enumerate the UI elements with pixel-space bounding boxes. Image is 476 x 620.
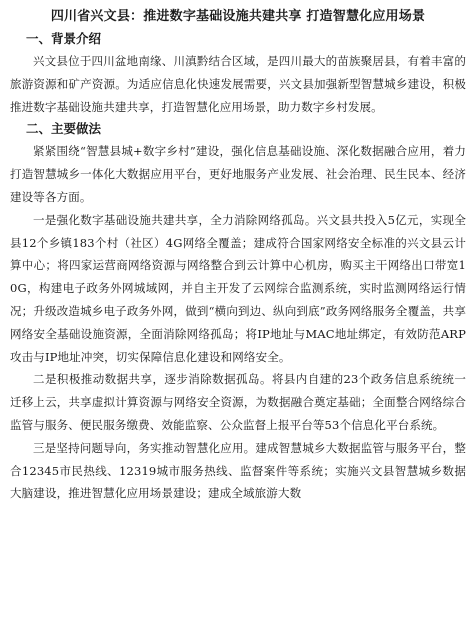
- paragraph-infrastructure: 一是强化数字基础设施共建共享，全力消除网络孤岛。兴文县共投入5亿元，实现全县12个乡镇183个村（社区）4G网络全覆盖；建成符合国家网络安全标准的兴文县云计算中心；将四家运营商网络资源与网络整合到云计算中心机房，购买主干网络出口带宽10G，构建电子政务外网城域网，并自主开发了云网综合监测系统，实时监测网络运行情况；升级改造城乡电子政务外网，做到“横向到边、纵向到底”政务网络服务全覆盖，共享网络安全基础设施资源，全面消除网络孤岛；将IP地址与MAC地址绑定，有效防范ARP攻击与IP地址冲突，切实保障信息化建设和网络安全。: [10, 212, 466, 364]
- section-heading-main-practices: 二、主要做法: [26, 121, 102, 137]
- paragraph-smart-applications: 三是坚持问题导向，务实推动智慧化应用。建成智慧城乡大数据监管与服务平台，整合12345市民热线、12319城市服务热线、监督案件等系统；实施兴文县智慧城乡数据大脑建设，推进智慧化应用场景建设；建成全域旅游大数: [10, 440, 466, 501]
- paragraph-background: 兴文县位于四川盆地南缘、川滇黔结合区域，是四川最大的苗族聚居县，有着丰富的旅游资源和矿产资源。为适应信息化快速发展需要，兴文县加强新型智慧城乡建设，积极推进数字基础设施共建共享，打造智慧化应用场景，助力数字乡村发展。: [10, 54, 466, 114]
- paragraph-data-sharing: 二是积极推动数据共享，逐步消除数据孤岛。将县内自建的23个政务信息系统统一迁移上云，共享虚拟计算资源与网络安全资源，为数据融合奠定基础；全面整合网络综合监管与服务、便民服务缴费、效能监察、公众监督上报平台等53个信息化平台系统。: [10, 372, 466, 432]
- document-title: 四川省兴文县：推进数字基础设施共建共享 打造智慧化应用场景: [50, 9, 426, 24]
- section-heading-background: 一、背景介绍: [26, 31, 102, 46]
- paragraph-overview: 紧紧围绕“智慧县城+数字乡村”建设，强化信息基础设施、深化数据融合应用，着力打造智慧城乡一体化大数据应用平台，更好地服务产业发展、社会治理、民生民本、经济建设等各方面。: [10, 144, 466, 204]
